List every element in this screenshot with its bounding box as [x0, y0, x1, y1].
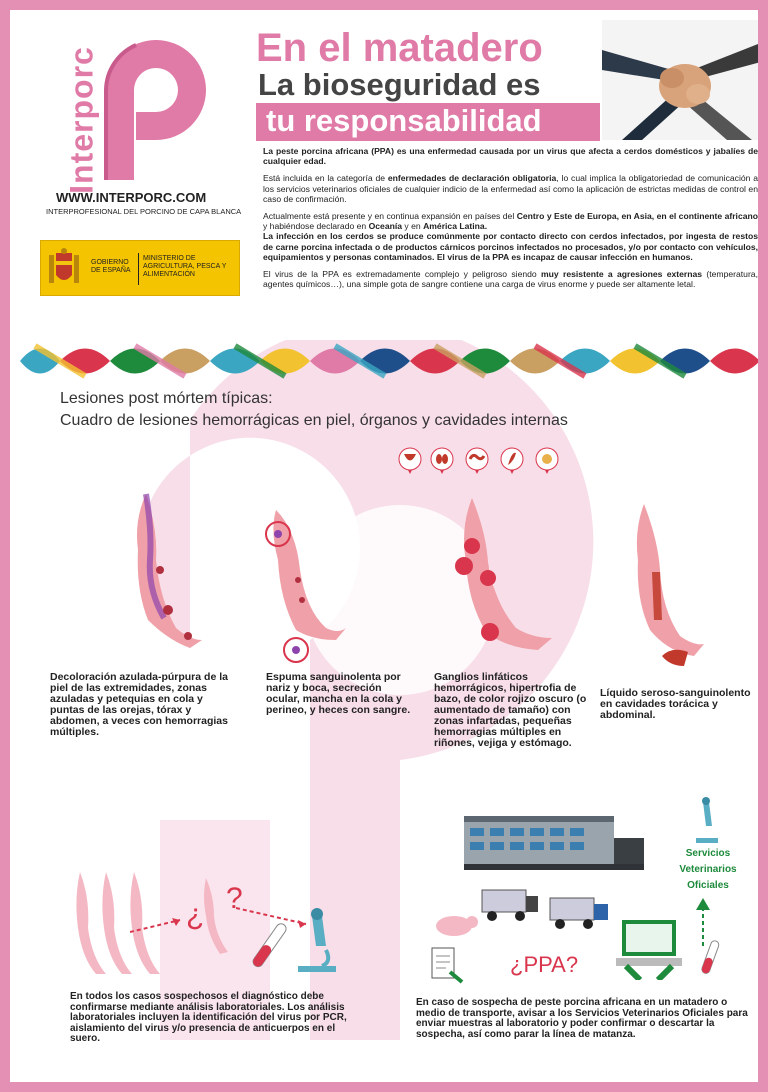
lesions-title-2: Cuadro de lesiones hemorrágicas en piel, órganos y cavidades internas: [60, 412, 568, 429]
microscope-icon-2: [692, 796, 722, 846]
truck-icon-1: [480, 880, 540, 930]
stomach-icon: [398, 447, 422, 475]
intestine-icon: [465, 447, 489, 475]
lesion-caption-3: Ganglios linfáticos hemorrágicos, hipertrofia de bazo, de color rojizo oscuro (o aumentado de tamaño) con zonas infartadas, pequeñas hemorragias múltiples en riñones, vejiga y estómago.: [434, 671, 587, 749]
microscope-icon: [292, 906, 342, 976]
pig-carcass-4: [622, 500, 712, 675]
pig-icon: [430, 910, 480, 940]
svo-line-1: Servicios: [685, 848, 731, 859]
spleen-icon: [500, 447, 524, 475]
lesions-title-1: Lesiones post mórtem típicas:: [60, 390, 273, 407]
gov-divider: [138, 253, 139, 285]
kidney-icon: [430, 447, 454, 475]
slaughterhouse-building: [464, 810, 644, 872]
lesions-heading: [60, 388, 568, 432]
title-line-1: En el matadero: [256, 26, 543, 70]
lesion-caption-2: Espuma sanguinolenta por nariz y boca, secreción ocular, mancha en la cola y perineo, y heces con sangre.: [266, 671, 411, 716]
intro-p5: El virus de la PPA es extremadamente complejo y peligroso siendo muy resistente a agresiones externas (temperatura, agentes químicos…), una simple gota de sangre contiene una carga de virus enorme y puede ser altamente letal.: [263, 269, 758, 290]
suspicion-procedure-text: En caso de sospecha de peste porcina africana en un matadero o medio de transporte, avisar a los Servicios Veterinarios Oficiales para enviar muestras al laboratorio y poder confirmar o descartar la sospecha, así como parar la línea de matanza.: [416, 997, 748, 1040]
up-arrow-icon: [696, 898, 710, 948]
question-mark-right: ?: [226, 882, 243, 915]
intro-p3: Actualmente está presente y en continua expansión en países del Centro y Este de Europa, en Asia, en el continente africano y habiéndose declarado en Oceanía y en América Latina.: [263, 211, 758, 232]
laptop-icon: [614, 914, 684, 980]
gov-spain-label: GOBIERNO DE ESPAÑA: [91, 259, 131, 274]
interporc-wordmark: Interporc: [63, 46, 100, 194]
pig-carcass-1: [118, 490, 208, 660]
ministry-label: MINISTERIO DE AGRICULTURA, PESCA Y ALIMENTACIÓN: [143, 255, 227, 278]
diagnosis-text: En todos los casos sospechosos el diagnóstico debe confirmarse mediante análisis laboratoriales. Los análisis laboratoriales incluyen la identificación del virus por PCR, aislamiento del virus y/o presencia de anticuerpos en el suero.: [70, 991, 347, 1044]
lesion-caption-1: Decoloración azulada-púrpura de la piel de las extremidades, zonas azuladas y petequias en cola y puntas de las orejas, tórax y abdomen, a veces con hemorragias múltiples.: [50, 671, 228, 738]
test-tube-icon: [246, 916, 296, 976]
intro-p4: La infección en los cerdos se produce comúnmente por contacto directo con cerdos infectados, por ingesta de restos de carne porcina infectada o de productos cárnicos porcinos infectados no procesados, y/o por contacto con vehículos, equipamientos y personas contaminados. El virus de la PPA es incapaz de causar infección en humanos.: [263, 231, 758, 262]
title-line-2: La bioseguridad es: [258, 67, 541, 102]
interporc-logo: [96, 40, 216, 190]
title-line-3: tu responsabilidad: [266, 103, 542, 138]
ppa-question: ¿PPA?: [510, 952, 579, 977]
org-subtitle: INTERPROFESIONAL DEL PORCINO DE CAPA BLANCA: [46, 207, 242, 216]
pig-carcass-2: [256, 500, 351, 665]
intro-p2: Está incluida en la categoría de enfermedades de declaración obligatoria, lo cual implica la obligatoriedad de comunicación a los servicios veterinarios oficiales de cualquier indicio de la enfermedad así como la aplicación de estrictas medidas de control en caso de confirmación.: [263, 173, 759, 204]
lesion-caption-4: Líquido seroso-sanguinolento en cavidades torácica y abdominal.: [600, 687, 751, 721]
title-line-3-banner: [256, 103, 600, 141]
decorative-ribbon-band: [20, 336, 768, 386]
intro-text: [263, 146, 758, 296]
government-logo: [40, 240, 240, 296]
website-url[interactable]: WWW.INTERPORC.COM: [56, 190, 207, 205]
truck-icon-2: [548, 888, 610, 938]
joined-hands-image: [602, 20, 768, 140]
official-vet-services-label: [658, 846, 758, 894]
pig-carcass-3: [442, 492, 562, 662]
svo-line-3: Oficiales: [687, 880, 729, 891]
question-mark-left: ¿: [186, 898, 205, 931]
pig-carcass-small: [196, 876, 236, 956]
svo-line-2: Veterinarios: [679, 864, 737, 875]
dashed-arrow-1: [130, 910, 190, 940]
bladder-icon: [535, 447, 559, 475]
coat-of-arms-icon: [47, 247, 81, 289]
clipboard-icon: [426, 944, 466, 984]
intro-p1: La peste porcina africana (PPA) es una enfermedad causada por un virus que afecta a cerdos domésticos y jabalíes de cualquier edad.: [263, 146, 758, 167]
